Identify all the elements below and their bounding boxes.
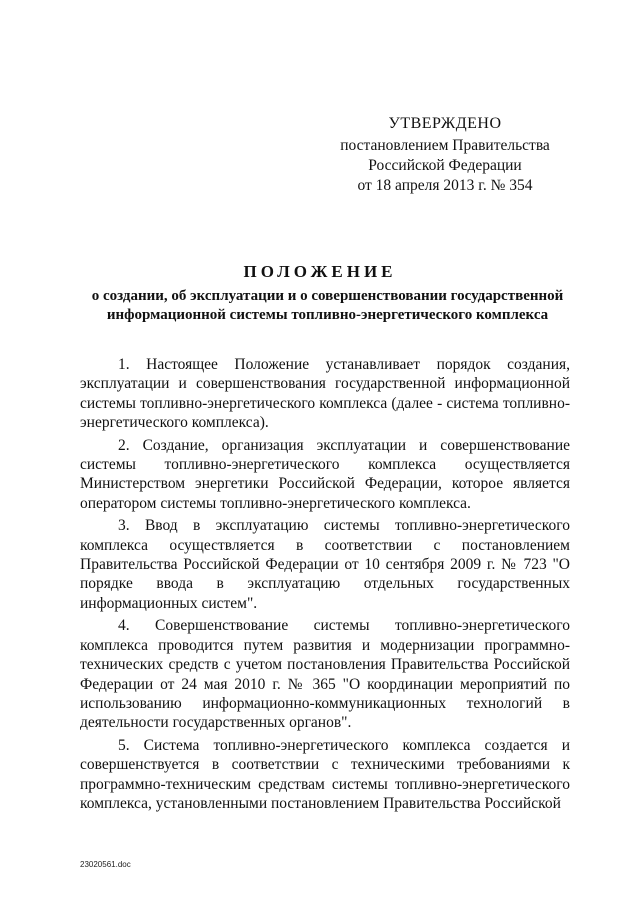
document-body — [80, 355, 570, 816]
paragraph-5: 5. Система топливно-энергетического комплекса создается и совершенствуется в соответствии с техническими требованиями к программно-техническим средствам системы топливно-энергетического комплекса, установленными постановлением Правительства Российской — [80, 736, 570, 812]
approval-title: УТВЕРЖДЕНО — [388, 115, 502, 132]
approval-line-3: от 18 апреля 2013 г. № 354 — [357, 177, 533, 194]
approval-line-2: Российской Федерации — [368, 157, 522, 174]
paragraph-2: 2. Создание, организация эксплуатации и совершенствование системы топливно-энергетического комплекса осуществляется Министерством энергетики Российской Федерации, которое является оператором системы топливно-энергетического комплекса. — [80, 436, 570, 512]
paragraph-1: 1. Настоящее Положение устанавливает порядок создания, эксплуатации и совершенствования государственной информационной системы топливно-энергетического комплекса (далее - система топливно-энергетического комплекса). — [80, 356, 570, 432]
approval-line-1: постановлением Правительства — [340, 137, 550, 154]
paragraph-4: 4. Совершенствование системы топливно-энергетического комплекса проводится путем развития и модернизации программно-технических средств с учетом постановления Правительства Российской Федерации от 24 мая 2010 г. № 365 "О координации мероприятий по использованию информационно-коммуникационных технологий в деятельности государственных органов". — [80, 617, 570, 732]
document-subtitle: о создании, об эксплуатации и о совершенствовании государственной информационной системы топливно-энергетического комплекса — [91, 288, 564, 323]
footer-filename: 23020561.doc — [80, 860, 131, 869]
approval-stamp — [320, 114, 570, 196]
paragraph-3: 3. Ввод в эксплуатацию системы топливно-энергетического комплекса осуществляется в соответствии с постановлением Правительства Российской Федерации от 10 сентября 2009 г. № 723 "О порядке ввода в эксплуатацию отдельных государственных информационных систем". — [80, 517, 570, 612]
document-title: ПОЛОЖЕНИЕ — [243, 262, 397, 281]
